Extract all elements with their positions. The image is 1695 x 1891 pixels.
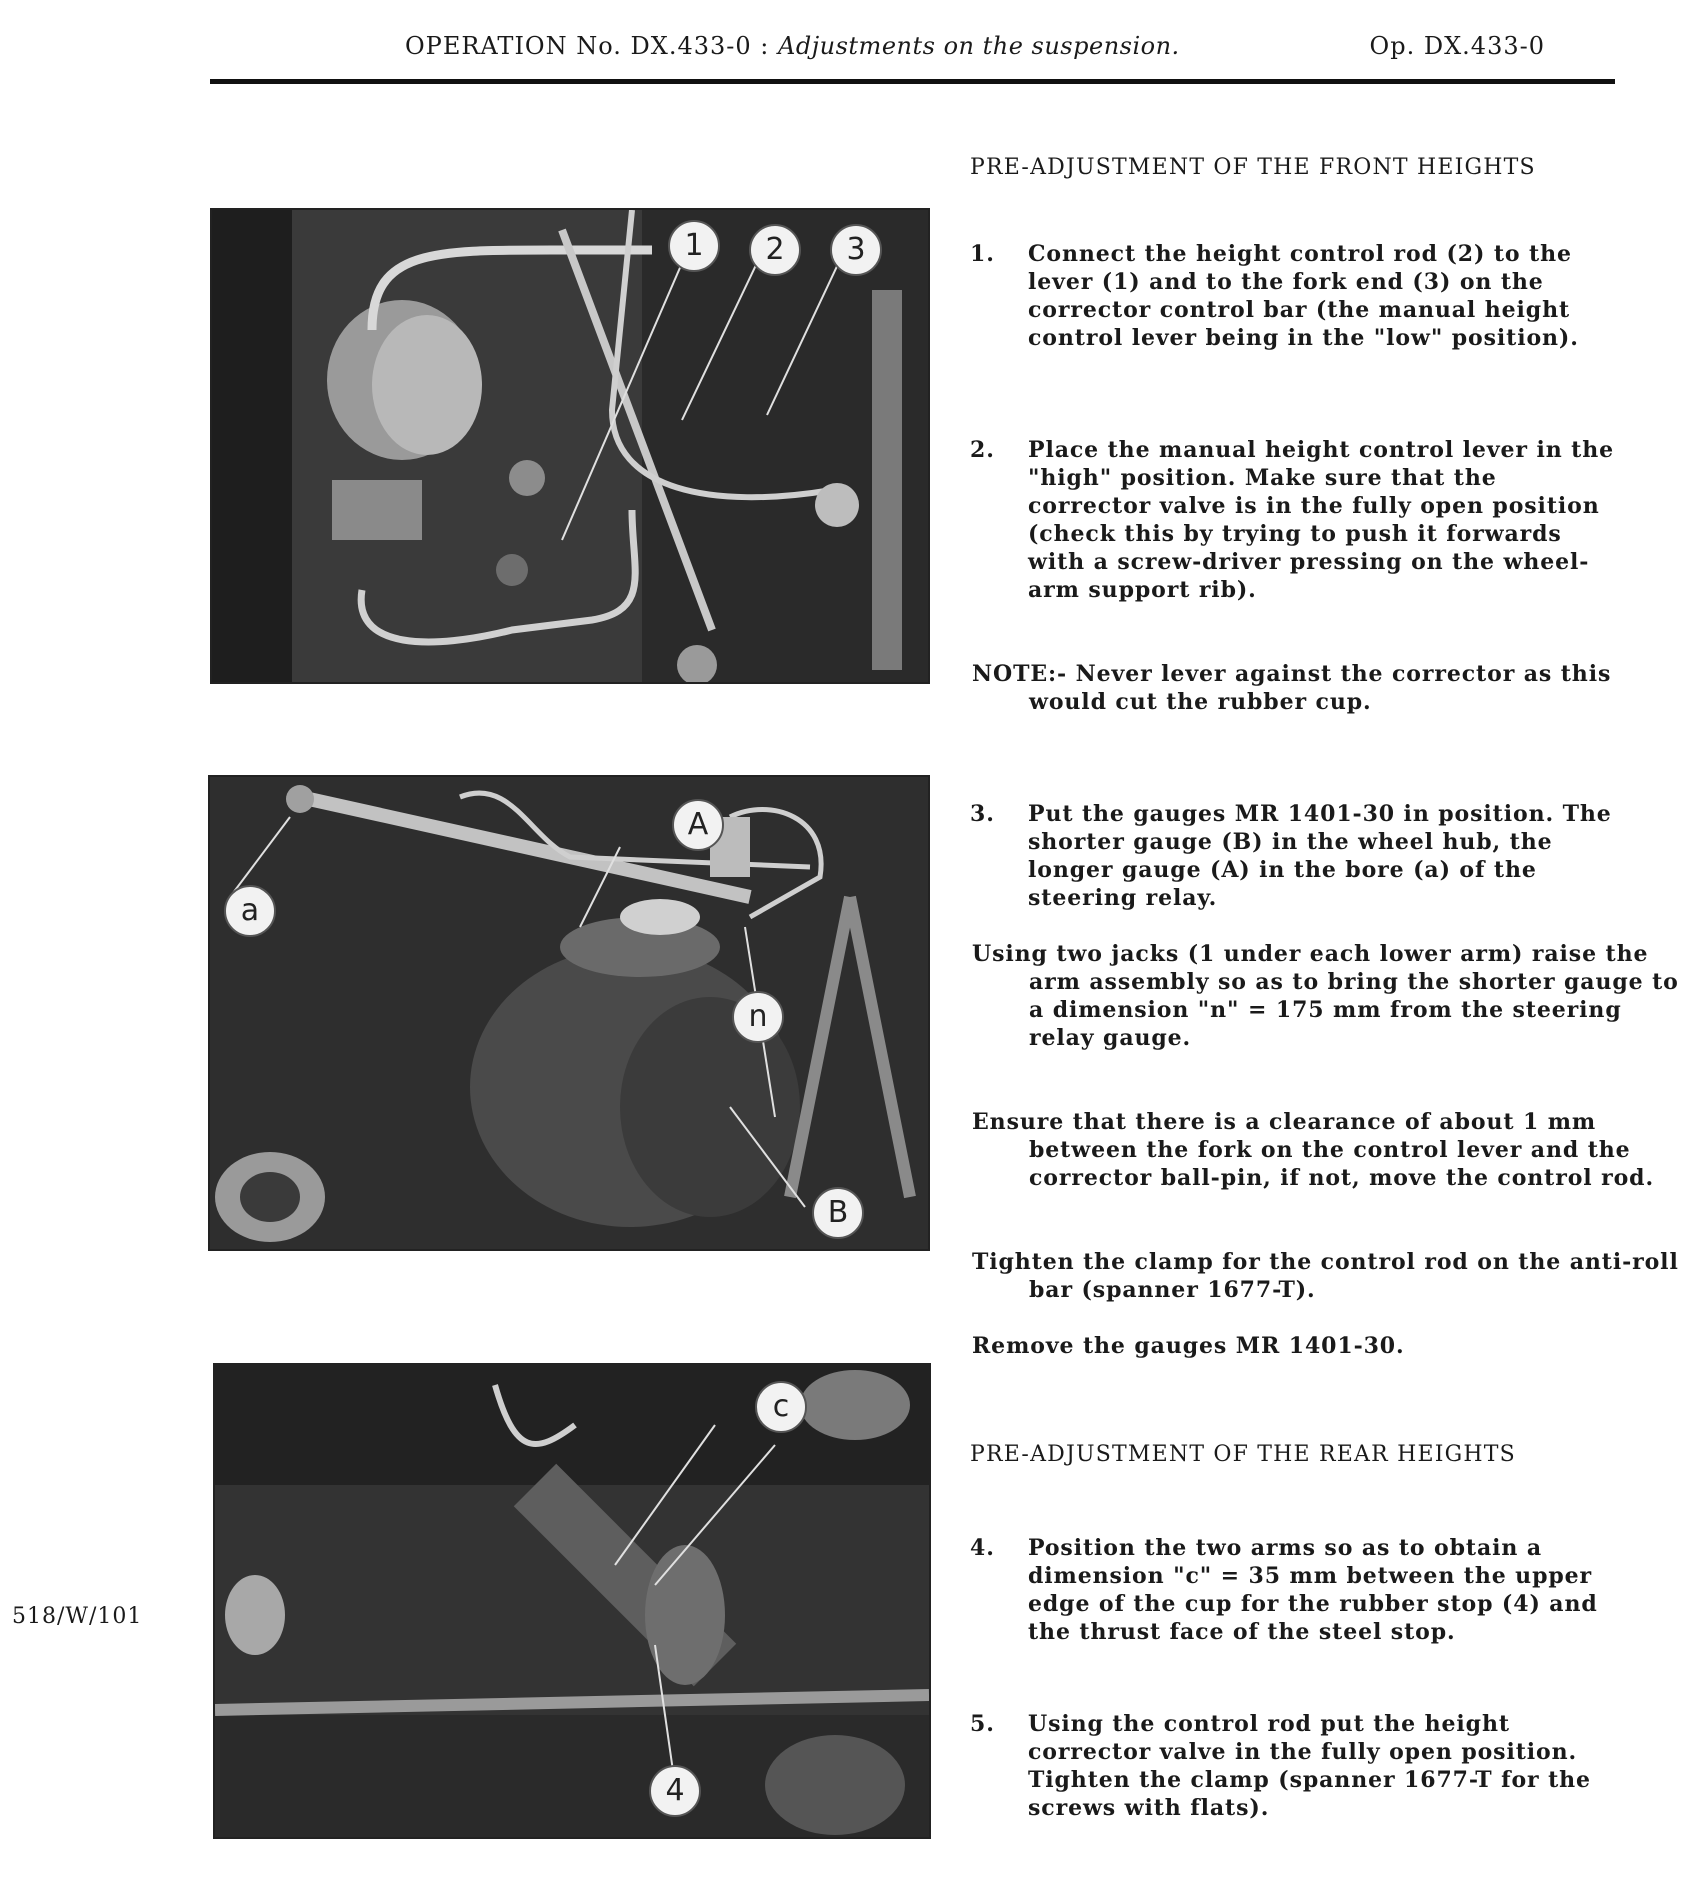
note-text: NOTE:- Never lever against the corrector as this would cut the rubber cup.: [972, 661, 1612, 715]
step-2: [970, 436, 1620, 604]
step-1-text: Connect the height control rod (2) to the lever (1) and to the fork end (3) on the corrector control bar (the manual height control lever being in the "low" position).: [1028, 241, 1579, 351]
photo-front-gauges-illustration: [210, 777, 928, 1249]
callout-3: 3: [830, 224, 882, 276]
operation-reference: Op. DX.433-0: [1369, 32, 1545, 60]
step-1: [970, 240, 1620, 352]
callout-c: c: [755, 1381, 807, 1433]
step-5-number: 5.: [970, 1711, 995, 1737]
callout-1: 1: [668, 220, 720, 272]
photo-front-corrector: [210, 208, 930, 684]
photo-rear-stop-illustration: [215, 1365, 929, 1837]
callout-2: 2: [749, 224, 801, 276]
photo-rear-stop: [213, 1363, 931, 1839]
step-5-text: Using the control rod put the height corrector valve in the fully open position. Tighten the clamp (spanner 1677-T for the screws with flats).: [1028, 1711, 1591, 1821]
clearance-text: Ensure that there is a clearance of about 1 mm between the fork on the control lever and the corrector ball-pin, if not, move the control rod.: [972, 1109, 1655, 1191]
step-1-number: 1.: [970, 241, 995, 267]
page-header: [210, 28, 1615, 80]
callout-a: a: [224, 885, 276, 937]
step-3-number: 3.: [970, 801, 995, 827]
photo-front-gauges: [208, 775, 930, 1251]
step-4-text: Position the two arms so as to obtain a dimension "c" = 35 mm between the upper edge of the cup for the rubber stop (4) and the thrust face of the steel stop.: [1028, 1535, 1598, 1645]
operation-number: OPERATION No. DX.433-0 :: [405, 32, 778, 60]
step-3: [970, 800, 1620, 912]
jacks-text: Using two jacks (1 under each lower arm) raise the arm assembly so as to bring the shorter gauge to a dimension "n" = 175 mm from the steering relay gauge.: [972, 941, 1679, 1051]
step-3-text: Put the gauges MR 1401-30 in position. The shorter gauge (B) in the wheel hub, the longer gauge (A) in the bore (a) of the steering relay.: [1028, 801, 1612, 911]
step-2-text: Place the manual height control lever in the "high" position. Make sure that the corrector valve is in the fully open position (check this by trying to push it forwards with a screw-driver pressing on the wheel-arm support rib).: [1028, 437, 1615, 603]
step-4: [970, 1534, 1620, 1646]
operation-title: [405, 32, 1180, 60]
side-code: 518/W/101: [12, 1604, 143, 1629]
callout-n: n: [732, 991, 784, 1043]
callout-4: 4: [649, 1765, 701, 1817]
step-2-number: 2.: [970, 437, 995, 463]
rear-heights-heading: PRE-ADJUSTMENT OF THE REAR HEIGHTS: [970, 1442, 1516, 1467]
step-5: [970, 1710, 1620, 1822]
front-heights-heading: PRE-ADJUSTMENT OF THE FRONT HEIGHTS: [970, 155, 1536, 180]
remove-gauges-text: Remove the gauges MR 1401-30.: [972, 1333, 1405, 1359]
tighten-text: Tighten the clamp for the control rod on the anti-roll bar (spanner 1677-T).: [972, 1249, 1679, 1303]
step-4-number: 4.: [970, 1535, 995, 1561]
operation-subject: Adjustments on the suspension.: [778, 32, 1180, 60]
callout-A: A: [672, 799, 724, 851]
header-rule: [210, 79, 1615, 84]
photo-front-corrector-illustration: [212, 210, 928, 682]
callout-B: B: [812, 1187, 864, 1239]
